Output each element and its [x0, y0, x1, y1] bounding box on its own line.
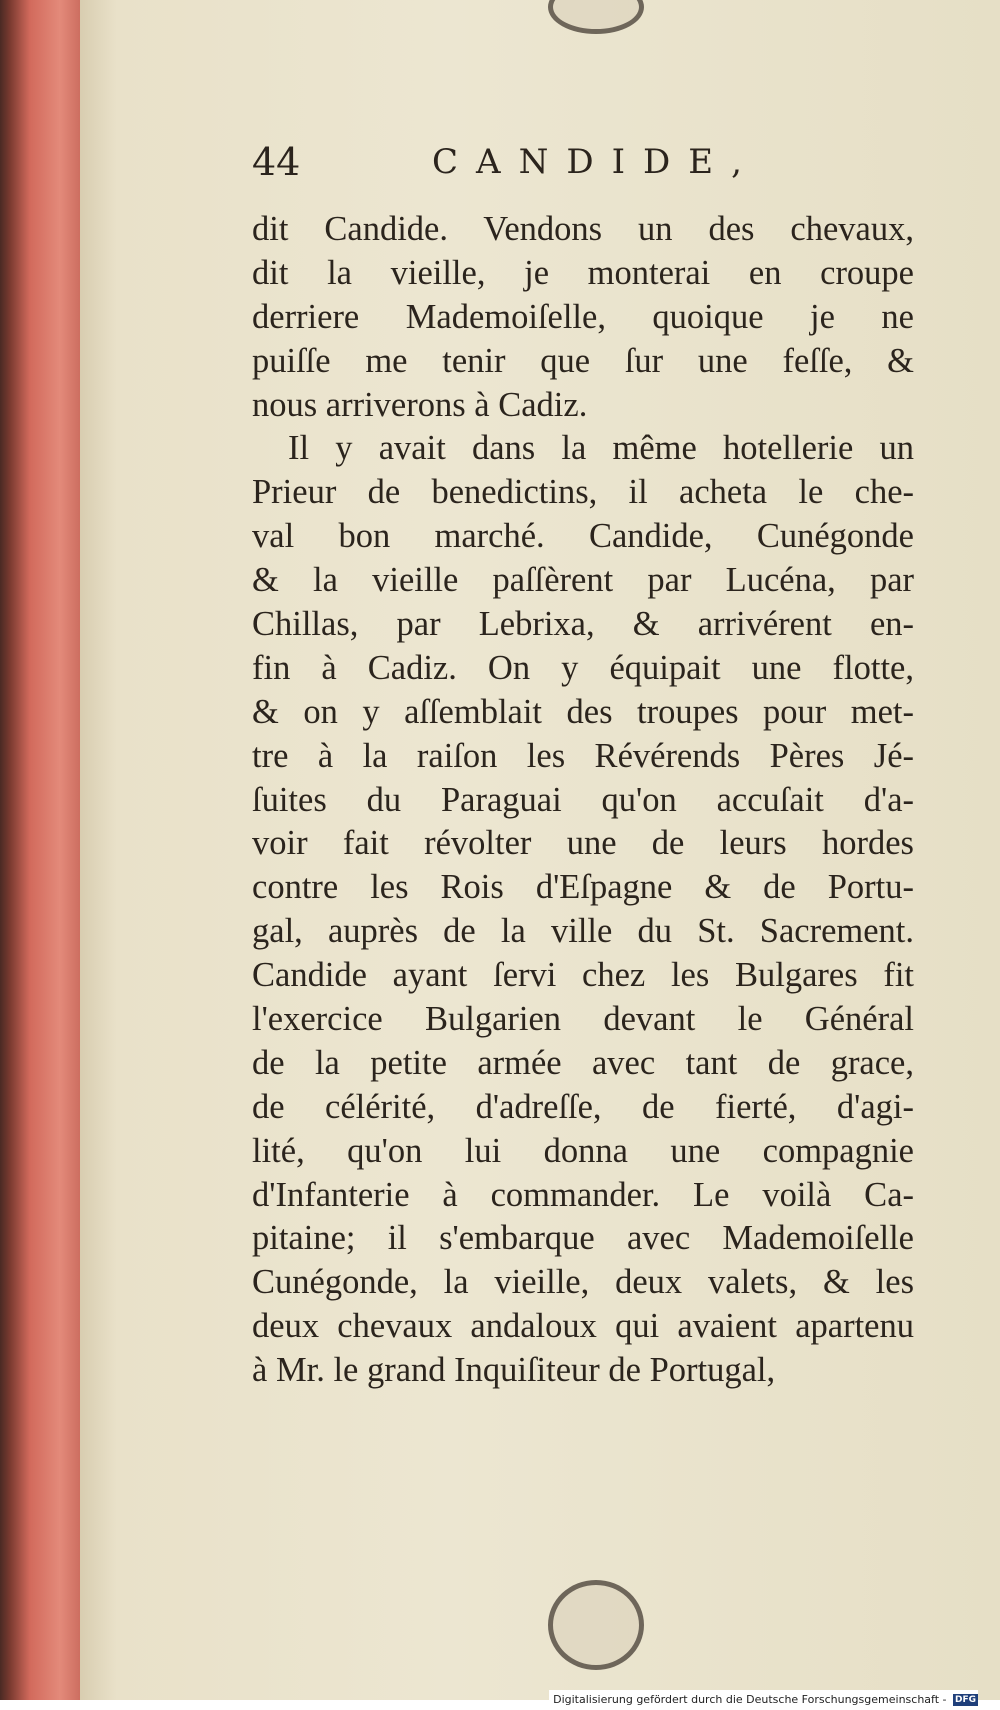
- text-line: & on y aſſemblait des troupes pour met-: [252, 692, 914, 731]
- page-number: 44: [252, 140, 301, 184]
- text-line: dit la vieille, je monterai en croupe: [252, 253, 914, 292]
- text-line: pitaine; il s'embarque avec Mademoiſelle: [252, 1219, 914, 1258]
- credit-text: Digitalisierung gefördert durch die Deutsche Forschungsgemeinschaft -: [553, 1693, 947, 1706]
- text-line: à Mr. le grand Inquiſiteur de Portugal,: [252, 1351, 776, 1390]
- body-text: [252, 208, 914, 1393]
- text-line: tre à la raiſon les Révérends Pères Jé-: [252, 736, 914, 775]
- digitization-credit: [549, 1690, 978, 1710]
- text-line: ſuites du Paraguai qu'on accuſait d'a-: [252, 780, 914, 819]
- text-line: Chillas, par Lebrixa, & arrivérent en-: [252, 605, 914, 644]
- text-line: deux chevaux andaloux qui avaient apartenu: [252, 1307, 914, 1346]
- text-line: lité, qu'on lui donna une compagnie: [252, 1131, 914, 1170]
- page-clip-bottom: [548, 1580, 644, 1670]
- text-line: Il y avait dans la même hotellerie un: [288, 429, 914, 468]
- text-line: & la vieille paſſèrent par Lucéna, par: [252, 561, 914, 600]
- text-line: de la petite armée avec tant de grace,: [252, 1043, 914, 1082]
- text-line: Candide ayant ſervi chez les Bulgares fit: [252, 956, 914, 995]
- text-line: fin à Cadiz. On y équipait une flotte,: [252, 648, 914, 687]
- text-line: l'exercice Bulgarien devant le Général: [252, 1000, 914, 1039]
- text-line: contre les Rois d'Eſpagne & de Portu-: [252, 868, 914, 907]
- text-line: nous arriverons à Cadiz.: [252, 385, 588, 424]
- text-line: puiſſe me tenir que ſur une feſſe, &: [252, 341, 914, 380]
- text-line: voir fait révolter une de leurs hordes: [252, 824, 914, 863]
- text-line: derriere Mademoiſelle, quoique je ne: [252, 297, 914, 336]
- text-line: Prieur de benedictins, il acheta le che-: [252, 473, 914, 512]
- text-line: de célérité, d'adreſſe, de fierté, d'agi-: [252, 1087, 914, 1126]
- dfg-logo-icon: DFG: [954, 1695, 976, 1705]
- text-line: val bon marché. Candide, Cunégonde: [252, 517, 914, 556]
- text-line: gal, auprès de la ville du St. Sacrement.: [252, 912, 914, 951]
- text-line: Cunégonde, la vieille, deux valets, & les: [252, 1263, 914, 1302]
- running-head: [252, 140, 932, 190]
- text-line: d'Infanterie à commander. Le voilà Ca-: [252, 1175, 914, 1214]
- text-line: dit Candide. Vendons un des chevaux,: [252, 210, 914, 248]
- running-title: CANDIDE,: [432, 142, 760, 182]
